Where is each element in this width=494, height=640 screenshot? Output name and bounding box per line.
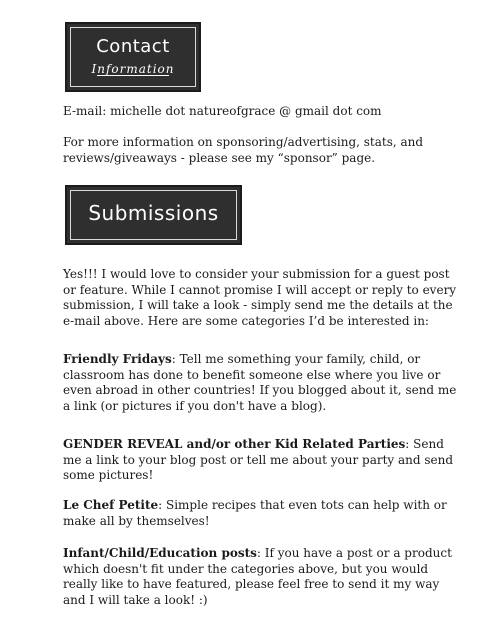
category-le-chef-petite [63, 498, 463, 529]
submissions-intro: Yes!!! I would love to consider your submission for a guest post or feature. While I cannot promise I will accept or reply to every submission, I will take a look - simply send me the details at the e-mail above. Here are some categories I’d be interested in: [63, 267, 457, 328]
category-text: : Send me a link to your blog post or tell me about your party and send some pictures! [63, 437, 454, 482]
category-text: : Tell me something your family, child, or classroom has done to benefit someone else where you live or even abroad in other countries! If you blogged about it, send me a link (or pictures if you don't have a blog). [63, 352, 457, 413]
category-text: : Simple recipes that even tots can help with or make all by themselves! [63, 498, 447, 528]
submissions-badge [65, 185, 242, 245]
category-name: Le Chef Petite [63, 498, 159, 512]
email-line: E-mail: michelle dot natureofgrace @ gmail dot com [63, 104, 382, 118]
category-text: : If you have a post or a product which doesn't fit under the categories above, but you would really like to have featured, please feel free to send it my way and I will take a look! :) [63, 546, 452, 607]
contact-subtitle: Information [67, 62, 199, 76]
sponsor-info: For more information on sponsoring/advertising, stats, and reviews/giveaways - please see my “sponsor” page. [63, 135, 424, 165]
category-name: GENDER REVEAL and/or other Kid Related Parties [63, 437, 406, 451]
category-name: Friendly Fridays [63, 352, 172, 366]
category-friendly-fridays [63, 352, 463, 414]
category-infant-child-education [63, 546, 463, 608]
category-name: Infant/Child/Education posts [63, 546, 257, 560]
contact-information-badge [65, 22, 201, 92]
submissions-title: Submissions [88, 201, 219, 225]
contact-title: Contact [96, 36, 170, 57]
category-gender-reveal [63, 437, 463, 484]
